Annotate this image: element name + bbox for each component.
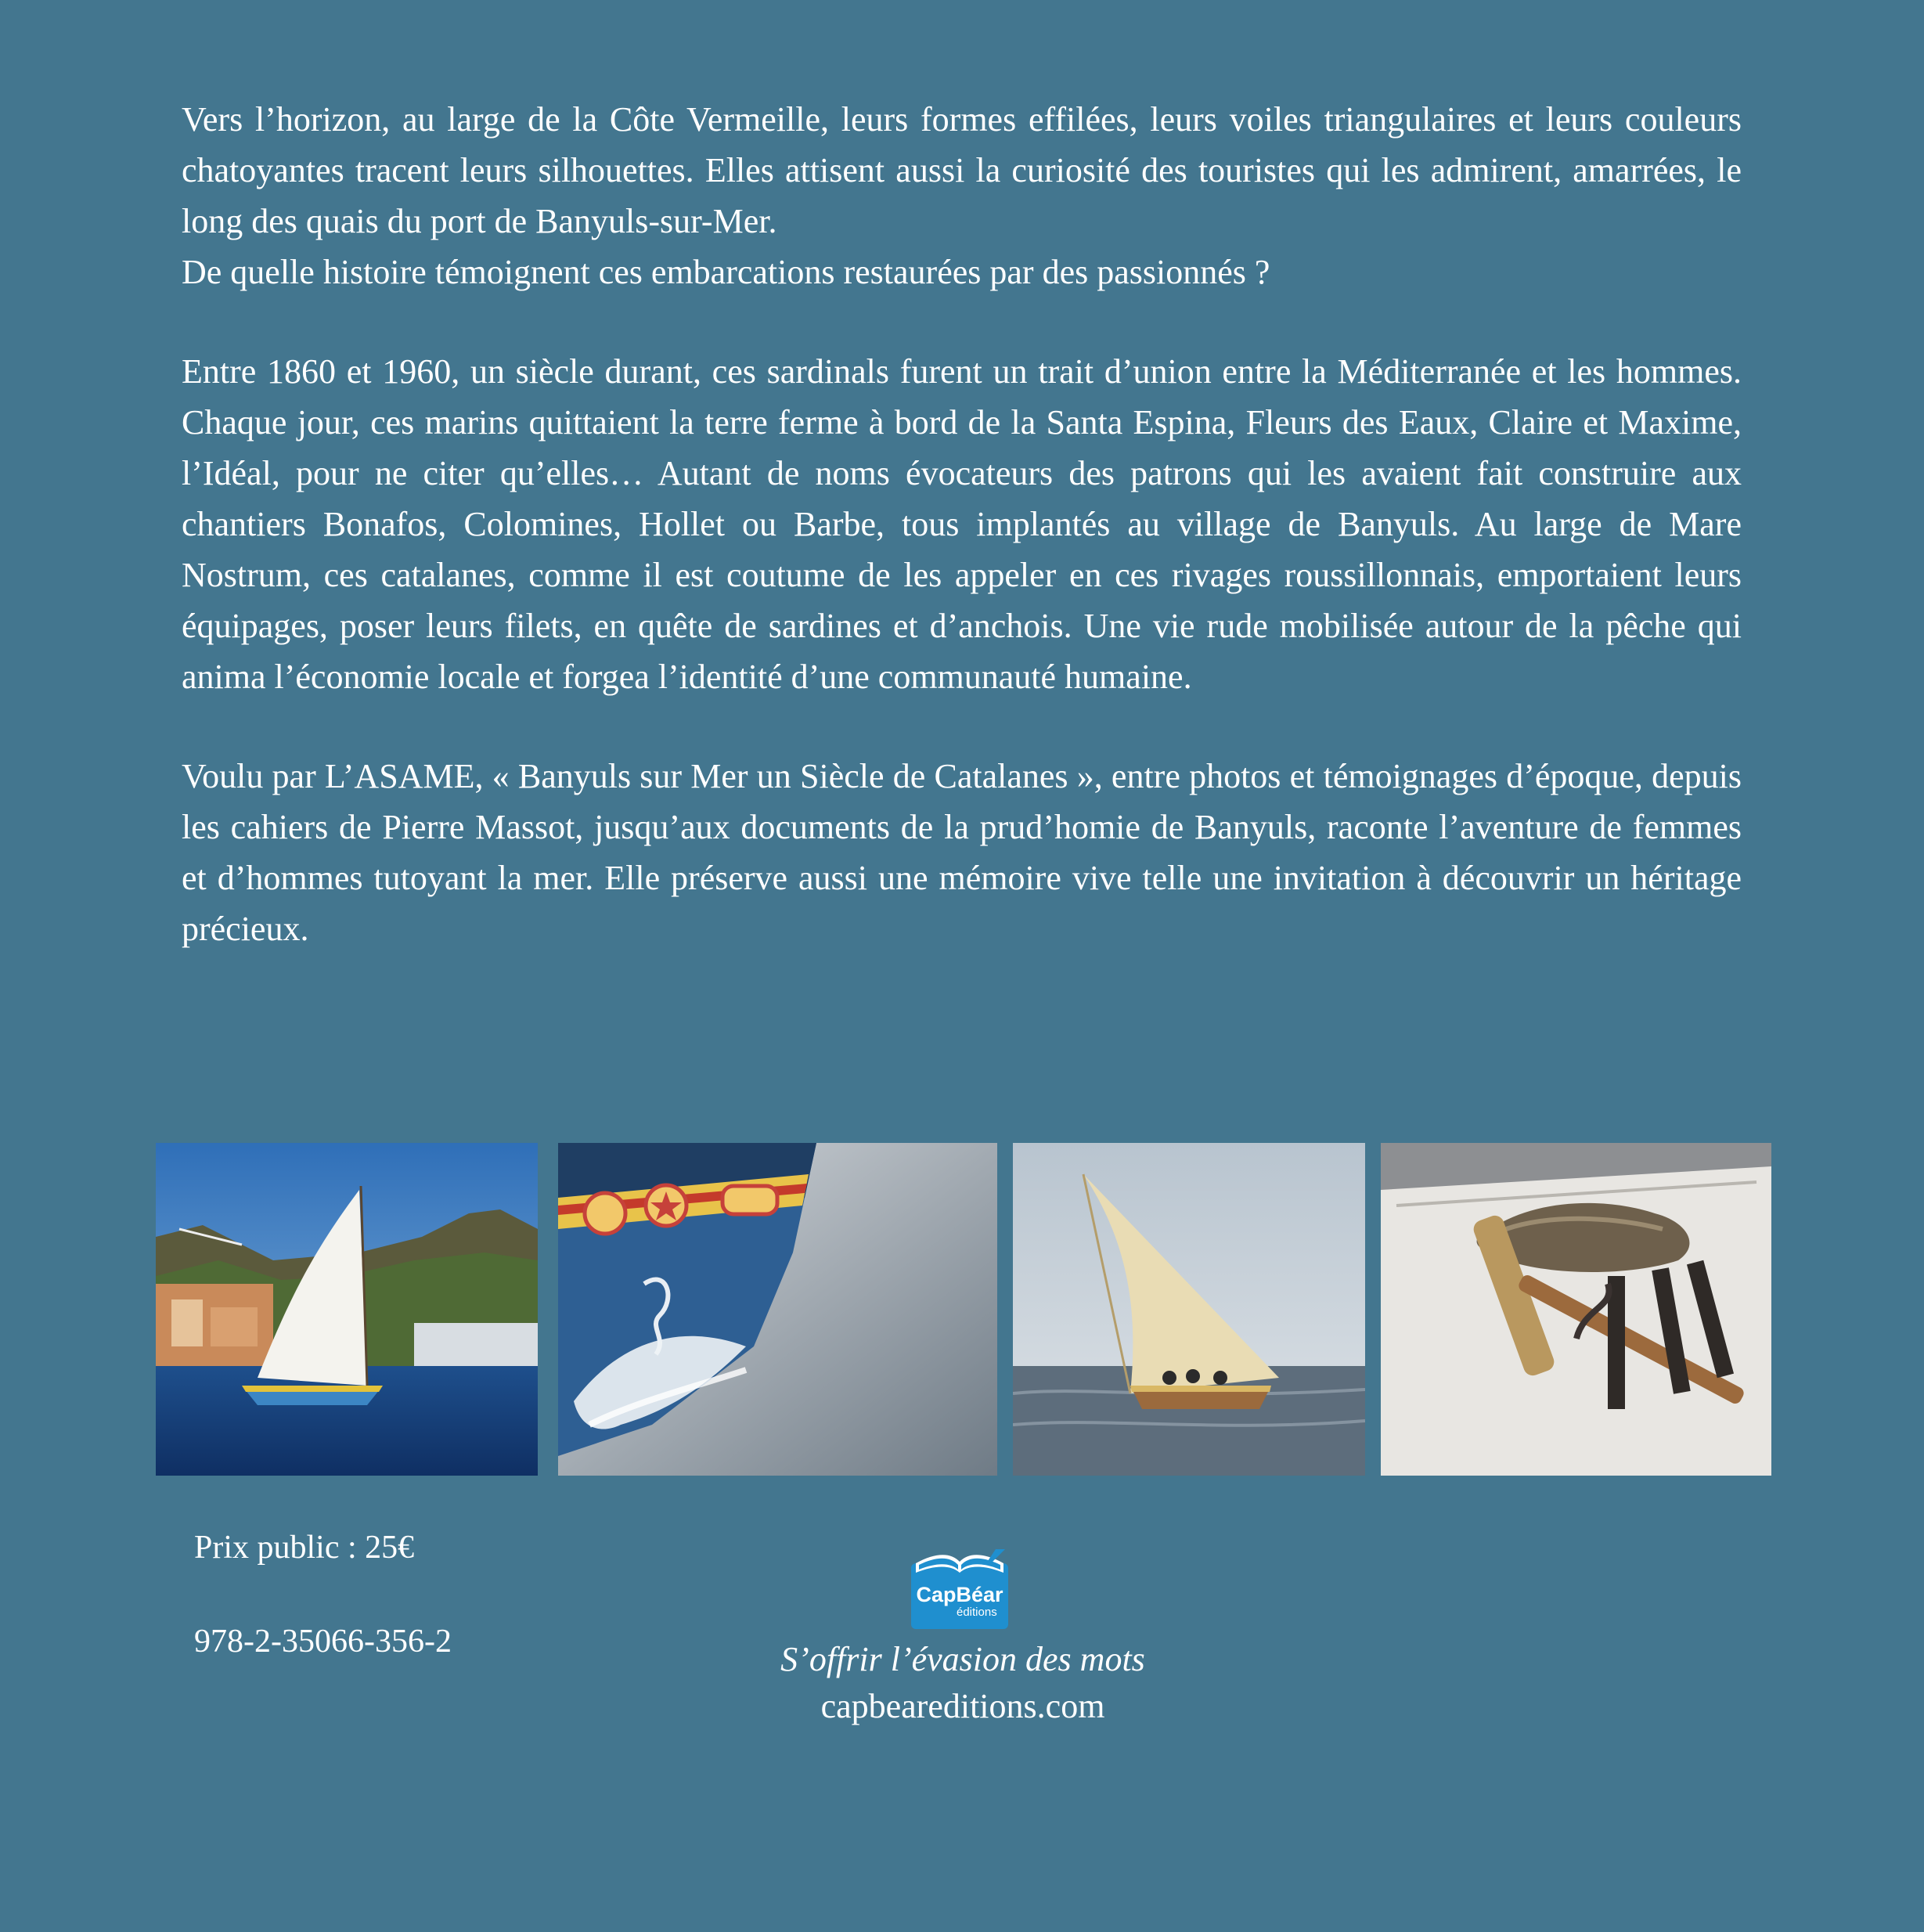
photo-caulking-tools [1381,1143,1771,1476]
price-label: Prix public : 25€ [194,1530,415,1566]
photo-sailboat-sea [1013,1143,1365,1476]
publisher-tagline: S’offrir l’évasion des mots [780,1640,1145,1678]
publisher-website[interactable]: capbeareditions.com [820,1687,1105,1725]
isbn-label: 978-2-35066-356-2 [194,1624,452,1660]
photo-sailboat-coast [156,1143,538,1476]
blurb-paragraph: Voulu par L’ASAME, « Banyuls sur Mer un Siècle de Catalanes », entre photos et témoignages d’époque, depuis les cahiers de Pierre Massot, jusqu’aux documents de la prud’homie de Banyuls, raconte l’aventure de femmes et d’hommes tutoyant la mer. Elle préserve aussi une mémoire vive telle une invitation à découvrir un héritage précieux. [182,757,1742,948]
blurb-paragraph: De quelle histoire témoignent ces embarcations restaurées par des passionnés ? [182,253,1270,291]
back-cover-blurb [182,94,1742,1003]
logo-name: CapBéar [916,1583,1003,1606]
blurb-paragraph: Entre 1860 et 1960, un siècle durant, ces sardinals furent un trait d’union entre la Méditerranée et les hommes. Chaque jour, ces marins quittaient la terre ferme à bord de la Santa Espina, Fleurs des Eaux, Claire et Maxime, l’Idéal, pour ne citer qu’elles… Autant de noms évocateurs des patrons qui les avaient fait construire aux chantiers Bonafos, Colomines, Hollet ou Barbe, tous implantés au village de Banyuls. Au large de Mare Nostrum, ces catalanes, comme il est coutume de les appeler en ces rivages roussillonnais, emportaient leurs équipages, poser leurs filets, en quête de sardines et d’anchois. Une vie rude mobilisée autour de la pêche qui anima l’économie locale et forgea l’identité d’une communauté humaine. [182,352,1742,696]
blurb-paragraph: Vers l’horizon, au large de la Côte Vermeille, leurs formes effilées, leurs voiles triangulaires et leurs couleurs chatoyantes tracent leurs silhouettes. Elles attisent aussi la curiosité des touristes qui les admirent, amarrées, le long des quais du port de Banyuls-sur-Mer. [182,100,1742,240]
capbear-logo [908,1546,1011,1631]
photo-painted-bow [558,1143,997,1476]
photo-strip [156,1143,1771,1476]
logo-subtitle: éditions [957,1606,997,1619]
